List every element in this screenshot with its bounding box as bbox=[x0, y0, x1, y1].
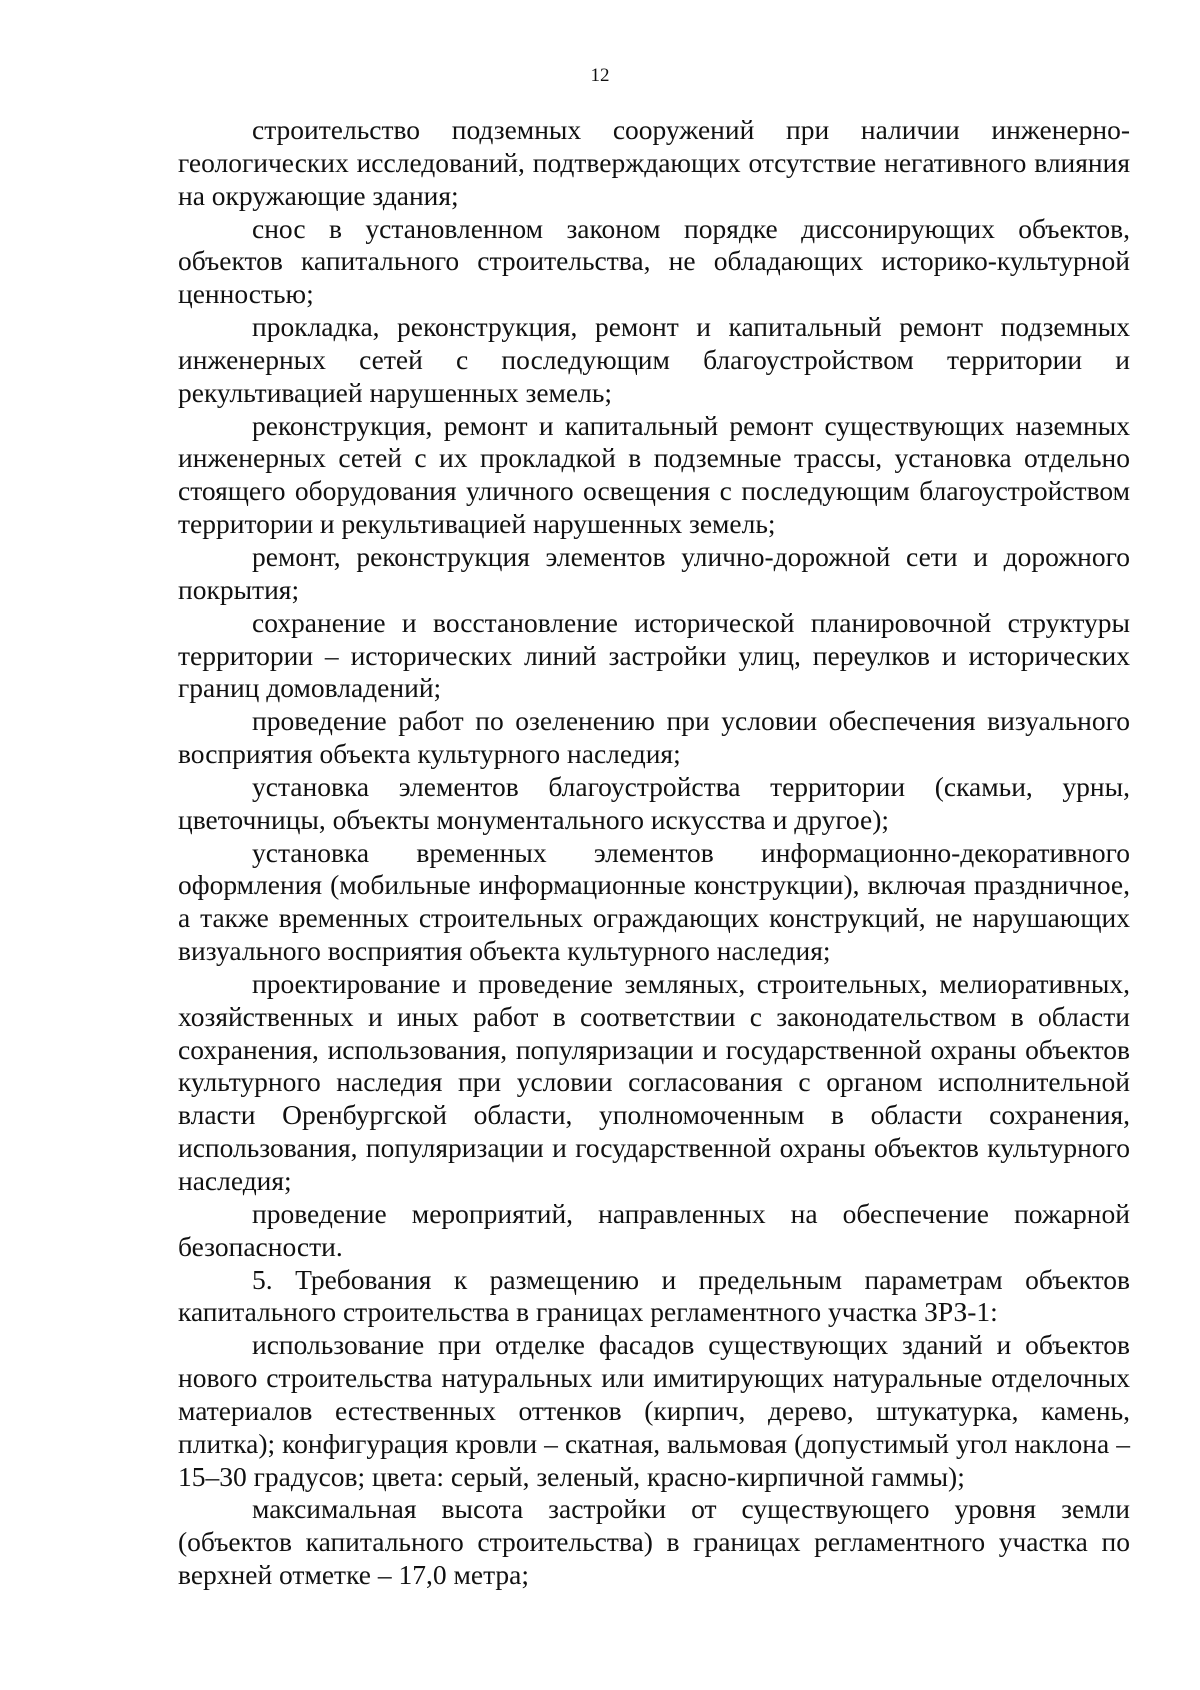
paragraph-underground-construction: строительство подземных сооружений при наличии инженерно-геологических исследований, подтверждающих отсутствие негативного влияния на окружающие здания; bbox=[178, 114, 1130, 211]
paragraph-street-furniture: установка элементов благоустройства территории (скамьи, урны, цветочницы, объекты монументального искусства и другое); bbox=[178, 770, 1130, 835]
paragraph-design-and-works: проектирование и проведение земляных, строительных, мелиоративных, хозяйственных и иных работ в соответствии с законодательством в области сохранения, использования, популяризации и государственной охраны объектов культурного наследия при условии согласования с органом исполнительной власти Оренбургской области, уполномоченным в области сохранения, использования, популяризации и государственной охраны объектов культурного наследия; bbox=[178, 967, 1130, 1196]
paragraph-road-repair: ремонт, реконструкция элементов улично-дорожной сети и дорожного покрытия; bbox=[178, 540, 1130, 605]
paragraph-historic-structure: сохранение и восстановление исторической планировочной структуры территории – исторических линий застройки улиц, переулков и исторических границ домовладений; bbox=[178, 606, 1130, 704]
paragraph-fire-safety: проведение мероприятий, направленных на обеспечение пожарной безопасности. bbox=[178, 1197, 1130, 1262]
paragraph-max-height: максимальная высота застройки от существующего уровня земли (объектов капитального строительства) в границах регламентного участка по верхней отметке – 17,0 метра; bbox=[178, 1493, 1130, 1591]
document-body bbox=[178, 114, 1130, 1592]
paragraph-underground-networks: прокладка, реконструкция, ремонт и капитальный ремонт подземных инженерных сетей с последующим благоустройством территории и рекультивацией нарушенных земель; bbox=[178, 311, 1130, 408]
paragraph-section-5-heading: 5. Требования к размещению и предельным параметрам объектов капитального строительства в границах регламентного участка ЗРЗ-1: bbox=[178, 1263, 1130, 1328]
paragraph-demolition: снос в установленном законом порядке диссонирующих объектов, объектов капитального строительства, не обладающих историко-культурной ценностью; bbox=[178, 212, 1130, 310]
page-number: 12 bbox=[590, 65, 610, 86]
paragraph-facade-materials: использование при отделке фасадов существующих зданий и объектов нового строительства натуральных или имитирующих натуральные отделочных материалов естественных оттенков (кирпич, дерево, штукатурка, камень, плитка); конфигурация кровли – скатная, вальмовая (допустимый угол наклона – 15–30 градусов; цвета: серый, зеленый, красно-кирпичной гаммы); bbox=[178, 1329, 1130, 1492]
paragraph-landscaping: проведение работ по озеленению при условии обеспечения визуального восприятия объекта культурного наследия; bbox=[178, 705, 1130, 770]
paragraph-surface-networks: реконструкция, ремонт и капитальный ремонт существующих наземных инженерных сетей с их прокладкой в подземные трассы, установка отдельно стоящего оборудования уличного освещения с последующим благоустройством территории и рекультивацией нарушенных земель; bbox=[178, 409, 1130, 540]
paragraph-temporary-elements: установка временных элементов информационно-декоративного оформления (мобильные информационные конструкции), включая праздничное, а также временных строительных ограждающих конструкций, не нарушающих визуального восприятия объекта культурного наследия; bbox=[178, 836, 1130, 967]
